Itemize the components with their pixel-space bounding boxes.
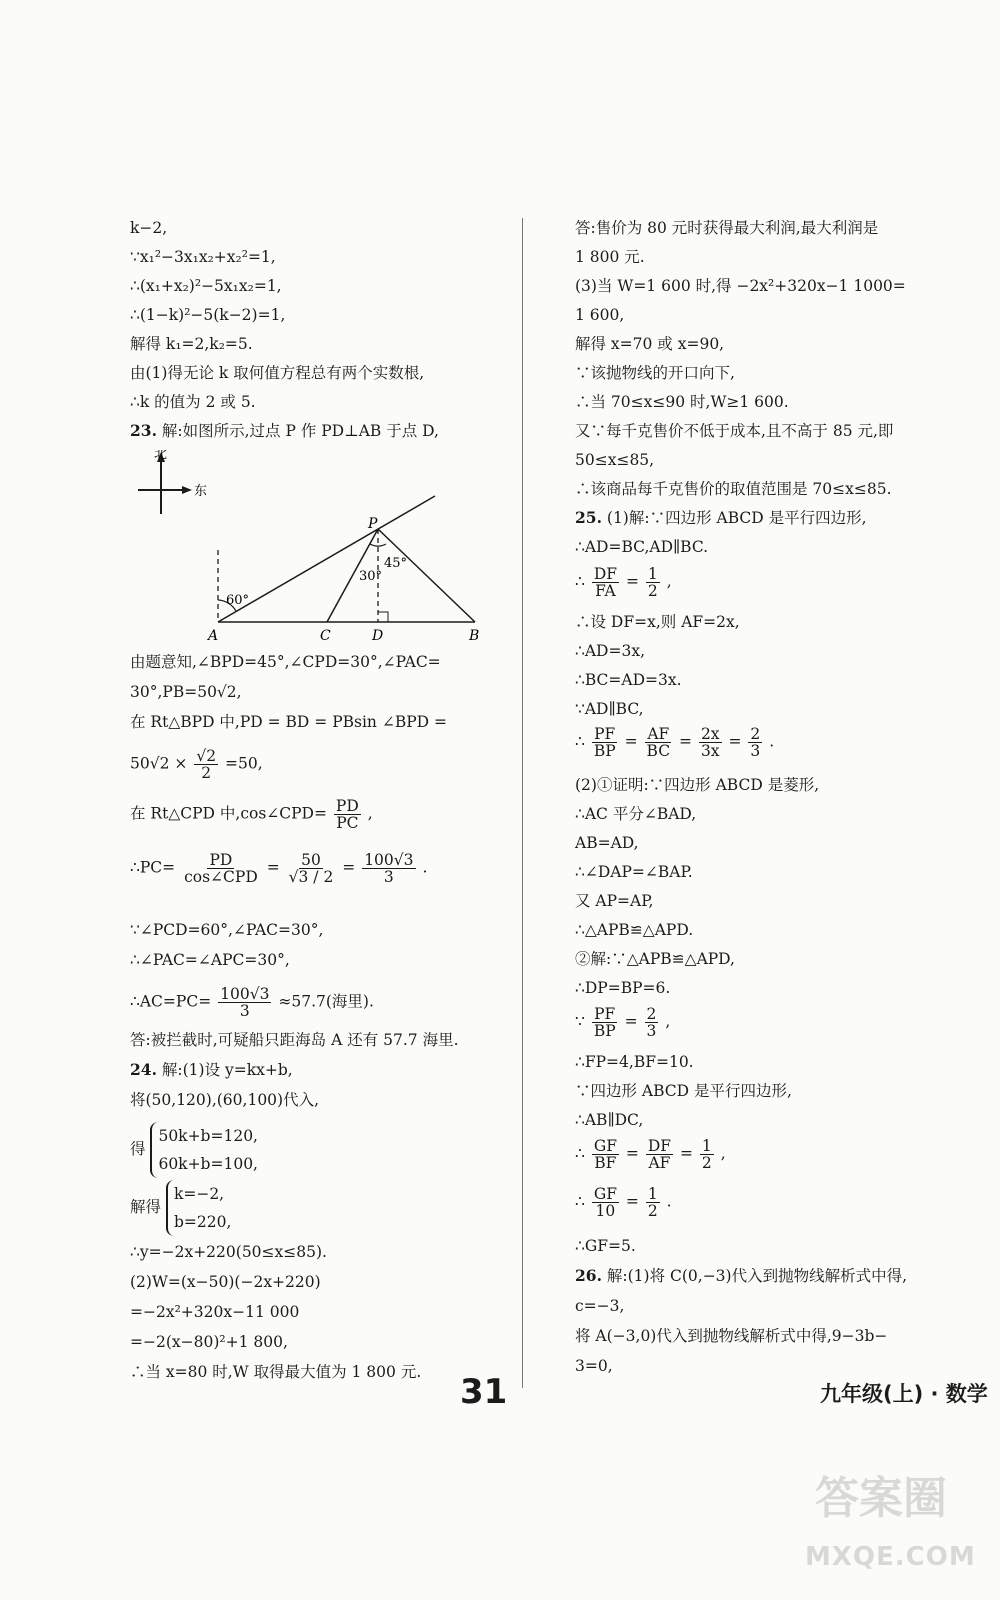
- fraction: [646, 1138, 673, 1171]
- numerator: 2: [750, 725, 761, 743]
- fraction: [194, 748, 218, 781]
- text-line: ∴AC 平分∠BAD,: [575, 805, 697, 823]
- text-line: ∴∠DAP=∠BAP.: [575, 863, 693, 881]
- fraction: [362, 852, 415, 885]
- fraction: [592, 1138, 619, 1171]
- numerator: AF: [647, 725, 670, 743]
- brace-system: [150, 1122, 258, 1178]
- text-line: (2)W=(x−50)(−2x+220): [130, 1273, 321, 1291]
- text-line: 1 800 元.: [575, 248, 645, 266]
- formula-line: [130, 748, 263, 781]
- numerator: PD: [335, 797, 359, 815]
- formula-text: .: [422, 858, 428, 877]
- equation: b=220,: [173, 1213, 232, 1231]
- numerator: PF: [594, 725, 616, 743]
- text-line: ∴△APB≌△APD.: [575, 921, 694, 939]
- text-line: 由题意知,∠BPD=45°,∠CPD=30°,∠PAC=: [130, 653, 441, 671]
- text-line: 在 Rt△BPD 中,PD = BD = PBsin ∠BPD =: [130, 713, 447, 731]
- text-line: 3=0,: [575, 1357, 613, 1375]
- denominator: 3x: [700, 742, 720, 760]
- formula-text: =: [679, 1144, 693, 1163]
- numerator: DF: [593, 565, 617, 583]
- fraction: [218, 986, 271, 1019]
- answer-line: 答:售价为 80 元时获得最大利润,最大利润是: [575, 219, 879, 237]
- equation-system: [130, 1180, 231, 1236]
- problem-24-heading: 24. 解:(1)设 y=kx+b,: [130, 1060, 293, 1079]
- text-line: 由(1)得无论 k 取何值方程总有两个实数根,: [130, 364, 425, 382]
- text-line: c=−3,: [575, 1297, 625, 1315]
- fraction: [592, 566, 619, 599]
- formula-text: =: [625, 572, 639, 591]
- text-line: ∴当 x=80 时,W 取得最大值为 1 800 元.: [130, 1363, 422, 1381]
- text-line: ∴DP=BP=6.: [575, 979, 671, 997]
- fraction: [748, 726, 762, 759]
- text-line: ∵该抛物线的开口向下,: [575, 364, 735, 382]
- fraction: [646, 566, 660, 599]
- text-line: ∴y=−2x+220(50≤x≤85).: [130, 1243, 327, 1261]
- formula-text: ∴: [575, 572, 585, 591]
- formula-text: =: [624, 1012, 638, 1031]
- formula-text: =: [624, 732, 638, 751]
- fraction: [645, 1006, 659, 1039]
- formula-text: ∴: [575, 1192, 585, 1211]
- denominator: 3: [646, 1022, 657, 1040]
- point-B-label: B: [469, 628, 480, 644]
- text-line: ∵AD∥BC,: [575, 700, 644, 718]
- brace-system: [166, 1180, 231, 1236]
- point-A-label: A: [208, 628, 219, 644]
- formula-text: 50√2 ×: [130, 754, 188, 773]
- text-line: ∴∠PAC=∠APC=30°,: [130, 951, 290, 969]
- grade-subject-label: 九年级(上) · 数学: [820, 1382, 988, 1406]
- numerator: 50: [301, 851, 321, 869]
- problem-26-heading: 26. 解:(1)将 C(0,−3)代入到抛物线解析式中得,: [575, 1266, 908, 1285]
- segment-PB: [378, 529, 475, 622]
- page-number: 31: [460, 1372, 508, 1412]
- point-D-label: D: [372, 628, 384, 644]
- equation-system: [130, 1122, 258, 1178]
- numerator: 100√3: [364, 851, 414, 869]
- text-line: ∵x₁²−3x₁x₂+x₂²=1,: [130, 248, 276, 266]
- formula-text: ∵: [575, 1012, 585, 1031]
- formula-text: ∴: [575, 732, 585, 751]
- formula-text: =50,: [225, 754, 263, 773]
- fraction: [592, 726, 618, 759]
- formula-text: 得: [130, 1140, 146, 1158]
- denominator: BF: [594, 1154, 617, 1172]
- denominator: BP: [593, 742, 616, 760]
- denominator: AF: [648, 1154, 671, 1172]
- fraction: [182, 852, 260, 885]
- text-line: =−2x²+320x−11 000: [130, 1303, 300, 1321]
- formula-text: ∴PC=: [130, 858, 176, 877]
- text-line: ∴当 70≤x≤90 时,W≥1 600.: [575, 393, 789, 411]
- denominator: 2: [647, 582, 658, 600]
- formula-line: [575, 1138, 726, 1171]
- text-line: ∴AB∥DC,: [575, 1111, 644, 1129]
- formula-text: =: [625, 1144, 639, 1163]
- text-line: ∴GF=5.: [575, 1237, 636, 1255]
- text-line: ∴(x₁+x₂)²−5x₁x₂=1,: [130, 277, 282, 295]
- angle-30-label: 30°: [359, 569, 383, 584]
- equation: 60k+b=100,: [158, 1155, 258, 1173]
- watermark-title: 答案圈: [815, 1473, 947, 1524]
- text-line: ∴该商品每千克售价的取值范围是 70≤x≤85.: [575, 480, 892, 498]
- denominator: FA: [595, 582, 616, 600]
- formula-text: 解得: [130, 1198, 162, 1216]
- problem-25-heading: 25. (1)解:∵四边形 ABCD 是平行四边形,: [575, 508, 867, 527]
- text-line: 1 600,: [575, 306, 625, 324]
- text-line: 将(50,120),(60,100)代入,: [130, 1091, 320, 1109]
- text-line: 解得 k₁=2,k₂=5.: [130, 335, 253, 353]
- formula-line: [575, 1186, 672, 1219]
- formula-text: =: [342, 858, 356, 877]
- formula-text: ∴AC=PC=: [130, 992, 212, 1011]
- formula-text: ∴: [575, 1144, 585, 1163]
- text-line: ∴AD=BC,AD∥BC.: [575, 538, 709, 556]
- east-arrow-icon: [182, 486, 192, 494]
- denominator: 2: [647, 1202, 658, 1220]
- fraction: [646, 1186, 660, 1219]
- compass-north-label: 北: [154, 450, 168, 462]
- formula-text: .: [769, 732, 775, 751]
- formula-text: ,: [666, 572, 672, 591]
- fraction: [287, 852, 336, 885]
- denominator: 3: [383, 868, 394, 886]
- denominator: 3: [239, 1002, 250, 1020]
- fraction: [645, 726, 673, 759]
- numerator: 1: [647, 565, 658, 583]
- text-line: 解得 x=70 或 x=90,: [575, 335, 725, 353]
- formula-line: [130, 798, 373, 831]
- text-line: ∴FP=4,BF=10.: [575, 1053, 694, 1071]
- formula-text: ,: [720, 1144, 726, 1163]
- denominator: 2: [701, 1154, 712, 1172]
- numerator: GF: [593, 1185, 617, 1203]
- denominator: BC: [646, 742, 671, 760]
- numerator: GF: [593, 1137, 617, 1155]
- text-line: AB=AD,: [575, 834, 639, 852]
- text-line: 30°,PB=50√2,: [130, 683, 242, 701]
- numerator: PF: [594, 1005, 616, 1023]
- numerator: PD: [209, 851, 233, 869]
- geometry-figure: [130, 450, 490, 654]
- point-P-label: P: [368, 516, 378, 532]
- text-line: 50≤x≤85,: [575, 451, 655, 469]
- text-line: ∴AD=3x,: [575, 642, 645, 660]
- answer-line: 答:被拦截时,可疑船只距海岛 A 还有 57.7 海里.: [130, 1031, 459, 1049]
- fraction: [700, 1138, 714, 1171]
- watermark-logo: [805, 1460, 985, 1600]
- watermark-url: MXQE.COM: [805, 1542, 976, 1572]
- equation: 50k+b=120,: [158, 1127, 258, 1145]
- formula-line: [575, 726, 774, 759]
- text-line: ∴BC=AD=3x.: [575, 671, 682, 689]
- formula-text: =: [266, 858, 280, 877]
- text-line: 又∵每千克售价不低于成本,且不高于 85 元,即: [575, 422, 894, 440]
- fraction: [592, 1186, 619, 1219]
- text-line: ∵四边形 ABCD 是平行四边形,: [575, 1082, 792, 1100]
- denominator: 3: [750, 742, 761, 760]
- denominator: 10: [595, 1202, 616, 1220]
- formula-line: [130, 852, 427, 885]
- formula-line: [130, 986, 374, 1019]
- fraction: [592, 1006, 618, 1039]
- text-line: 又 AP=AP,: [575, 892, 654, 910]
- right-angle-mark: [378, 612, 388, 622]
- numerator: 100√3: [220, 985, 270, 1003]
- denominator: BP: [593, 1022, 616, 1040]
- equation: k=−2,: [173, 1185, 225, 1203]
- denominator: √3 / 2: [288, 868, 334, 886]
- formula-line: [575, 1006, 670, 1039]
- denominator: cos∠CPD: [184, 868, 258, 886]
- text-line: k−2,: [130, 219, 168, 237]
- angle-45-label: 45°: [384, 556, 408, 571]
- text-line: ∴设 DF=x,则 AF=2x,: [575, 613, 740, 631]
- point-C-label: C: [320, 628, 331, 644]
- numerator: √2: [196, 747, 217, 765]
- text-line: (2)①证明:∵四边形 ABCD 是菱形,: [575, 776, 820, 794]
- text-line: =−2(x−80)²+1 800,: [130, 1333, 288, 1351]
- text-line: 将 A(−3,0)代入到抛物线解析式中得,9−3b−: [575, 1327, 888, 1345]
- column-divider: [522, 218, 523, 1388]
- denominator: PC: [336, 814, 359, 832]
- text-line: (3)当 W=1 600 时,得 −2x²+320x−1 1000=: [575, 277, 906, 295]
- fraction: [334, 798, 361, 831]
- text-line: ∴(1−k)²−5(k−2)=1,: [130, 306, 286, 324]
- formula-line: [575, 566, 672, 599]
- formula-text: 在 Rt△CPD 中,cos∠CPD=: [130, 804, 327, 823]
- formula-text: .: [666, 1192, 672, 1211]
- formula-text: =: [679, 732, 692, 751]
- angle-arc-P: [370, 544, 386, 546]
- problem-23-heading: 23. 解:如图所示,过点 P 作 PD⊥AB 于点 D,: [130, 421, 439, 440]
- numerator: 2: [646, 1005, 657, 1023]
- figure-svg: [130, 450, 490, 650]
- numerator: 1: [701, 1137, 712, 1155]
- formula-text: ,: [665, 1012, 671, 1031]
- text-line: ∴k 的值为 2 或 5.: [130, 393, 256, 411]
- numerator: 2x: [700, 725, 720, 743]
- numerator: 1: [647, 1185, 658, 1203]
- formula-text: ≈57.7(海里).: [278, 992, 374, 1011]
- numerator: DF: [647, 1137, 672, 1155]
- formula-text: ,: [367, 804, 373, 823]
- formula-text: =: [625, 1192, 639, 1211]
- angle-60-label: 60°: [226, 593, 250, 608]
- text-line: ②解:∵△APB≌△APD,: [575, 950, 735, 968]
- formula-text: =: [728, 732, 742, 751]
- denominator: 2: [201, 764, 212, 782]
- text-line: ∵∠PCD=60°,∠PAC=30°,: [130, 921, 324, 939]
- fraction: [699, 726, 722, 759]
- compass-east-label: 东: [194, 484, 208, 499]
